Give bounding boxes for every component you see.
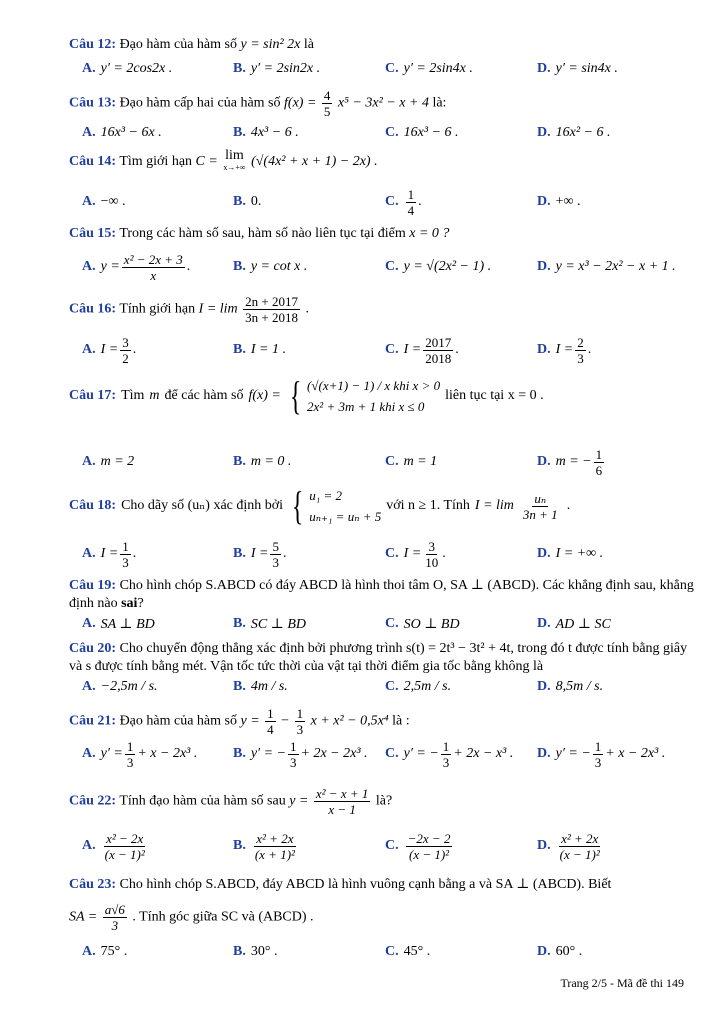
question-number: Câu 23: (69, 877, 117, 892)
question-text: Tính đạo hàm của hàm số sau (119, 793, 286, 809)
option-a[interactable]: A. 75° . (82, 944, 128, 959)
question-text: Cho hình chóp S.ABCD, đáy ABCD là hình vuông cạnh bằng a và SA ⊥ (ABCD). Biết (119, 877, 612, 892)
options-21 (82, 738, 702, 770)
question-math: f(x) = (284, 95, 317, 111)
options-15 (82, 251, 702, 283)
question-text: Tính giới hạn (119, 301, 196, 317)
option-d[interactable]: D. y′ = − $\frac{1}{3}$ + x − 2x³ . (537, 738, 666, 770)
question-number: Câu 19: (69, 578, 117, 593)
question-23 (69, 876, 694, 894)
question-15 (69, 225, 694, 243)
option-d[interactable]: D. 8,5m / s. (537, 679, 604, 694)
option-a[interactable]: A. I = $\frac{1}{3}$ . (82, 538, 137, 570)
option-b[interactable]: B. $\frac{\text{x² + 2x}}{\text{(x + 1)²}}$ (233, 830, 295, 862)
question-math: x⁵ − 3x² − x + 4 (337, 95, 429, 111)
option-d[interactable]: D. 60° . (537, 944, 583, 959)
option-c[interactable]: C. 45° . (385, 944, 431, 959)
question-number: Câu 15: (69, 226, 117, 241)
option-letter: B. (233, 61, 246, 76)
question-math: m (149, 388, 160, 403)
option-c[interactable]: C. 16x³ − 6 . (385, 125, 459, 140)
question-number: Câu 18: (69, 498, 117, 513)
question-text: Tìm giới hạn (119, 154, 193, 170)
question-21 (69, 706, 694, 737)
question-math: (√(4x² + x + 1) − 2x) . (251, 154, 378, 170)
question-math: f(x) = (248, 388, 281, 403)
question-tail: . (566, 498, 571, 513)
question-19 (69, 577, 694, 613)
option-a[interactable]: A. 16x³ − 6x . (82, 125, 162, 140)
question-math: I = lim (474, 498, 514, 513)
option-b[interactable]: B. I = 1 . (233, 342, 286, 357)
question-tail: với n ≥ 1. Tính (386, 498, 470, 513)
option-d[interactable]: D. +∞ . (537, 194, 581, 209)
piecewise-function: { (√(x+1) − 1) / x khi x > 0 2x² + 3m + 1 khi x ≤ 0 (289, 373, 441, 418)
question-23-line2 (69, 902, 694, 933)
option-c[interactable]: C. I = $\frac{2017}{2018}$ . (385, 334, 459, 366)
option-b[interactable]: B. 30° . (233, 944, 278, 959)
question-tail: liên tục tại x = 0 . (445, 388, 544, 403)
option-c[interactable]: C. $\frac{-2x - 2}{\text{(x − 1)²}}$ (385, 830, 451, 862)
question-math: I = lim (198, 301, 238, 317)
option-d[interactable]: D. I = +∞ . (537, 546, 604, 561)
option-c[interactable]: C. I = $\frac{3}{10}$ . (385, 538, 446, 570)
question-tail: . (305, 301, 309, 317)
option-b[interactable]: B. y = cot x . (233, 259, 308, 274)
question-tail: là : (392, 713, 410, 729)
question-number: Câu 22: (69, 793, 117, 809)
question-tail: ? (137, 596, 144, 611)
option-a[interactable] (82, 53, 172, 85)
option-a[interactable]: A. −2,5m / s. (82, 679, 158, 694)
question-17 (69, 373, 694, 418)
option-d[interactable] (537, 53, 618, 85)
question-text: Đạo hàm cấp hai của hàm số (119, 95, 281, 111)
question-12 (69, 36, 694, 54)
fraction: $\frac{4}{5}$ (323, 88, 331, 119)
question-20 (69, 640, 694, 676)
option-c[interactable]: C. y′ = − $\frac{1}{3}$ + 2x − x³ . (385, 738, 514, 770)
option-a[interactable]: A. SA ⊥ BD (82, 616, 155, 632)
options-20 (82, 676, 702, 698)
question-math: C = (195, 154, 218, 170)
option-d[interactable]: D. $\frac{\text{x² + 2x}}{\text{(x − 1)²}}$ (537, 830, 600, 862)
options-19 (82, 613, 702, 635)
question-text: để các hàm số (164, 388, 244, 403)
question-16 (69, 294, 694, 325)
fraction: $\frac{1}{3}$ (296, 706, 304, 737)
option-b[interactable]: B. 0. (233, 194, 262, 209)
question-14 (69, 150, 694, 174)
option-c[interactable]: C. y = √(2x² − 1) . (385, 259, 492, 274)
option-letter: D. (537, 61, 551, 76)
option-value: y′ = 2cos2x . (100, 61, 173, 76)
question-number: Câu 13: (69, 95, 117, 111)
option-value: y′ = sin4x . (555, 61, 618, 76)
option-b[interactable]: B. I = $\frac{5}{3}$ . (233, 538, 287, 570)
question-text: Cho chuyển động thẳng xác định bởi phương trình s(t) = 2t³ − 3t² + 4t, trong đó t được tính bằng giây và s được tính bằng mét. Vận tốc tức thời của vật tại thời điểm gia tốc bằng không là (69, 641, 688, 674)
option-b[interactable]: B. 4m / s. (233, 679, 288, 694)
option-d[interactable]: D. y = x³ − 2x² − x + 1 . (537, 259, 676, 274)
option-a[interactable]: A. I = $\frac{3}{2}$ . (82, 334, 137, 366)
option-a[interactable]: A. $\frac{\text{x² − 2x}}{\text{(x − 1)²}}$ (82, 830, 145, 862)
question-text: Tìm (121, 388, 145, 403)
options-18 (82, 538, 702, 570)
question-math: y = (289, 793, 309, 809)
options-12 (82, 53, 702, 85)
fraction: $\frac{2n + 2017}{3n + 2018}$ (245, 294, 298, 325)
fraction: $\frac{\text{uₙ}}{3n + 1}$ (522, 490, 558, 522)
operator: − (281, 713, 290, 729)
options-23 (82, 940, 702, 964)
question-math: y = (240, 713, 260, 729)
question-22 (69, 786, 694, 817)
limit-symbol: lim x→+∞ (223, 148, 246, 172)
question-18 (69, 483, 694, 528)
option-d[interactable]: D. m = − $\frac{1}{6}$ (537, 446, 603, 478)
question-number: Câu 21: (69, 713, 117, 729)
question-tail: là (303, 37, 315, 52)
question-text: Cho hình chóp S.ABCD có đáy ABCD là hình thoi tâm O, SA ⊥ (ABCD). Các khẳng định sau, khẳng định nào (69, 578, 694, 611)
option-a[interactable]: A. m = 2 (82, 454, 135, 469)
option-c[interactable] (385, 53, 473, 85)
option-b[interactable]: B. y′ = − $\frac{1}{3}$ + 2x − 2x³ . (233, 738, 368, 770)
option-b[interactable]: B. SC ⊥ BD (233, 616, 307, 632)
recurrence: { u₁ = 2 uₙ₊₁ = uₙ + 5 (291, 483, 382, 528)
question-number: Câu 17: (69, 388, 117, 403)
fraction: $\frac{a√6}{3}$ (104, 902, 125, 933)
fraction: $\frac{1}{4}$ (267, 706, 274, 737)
option-d[interactable]: D. 16x² − 6 . (537, 125, 611, 140)
option-a[interactable]: A. y′ = $\frac{1}{3}$ + x − 2x³ . (82, 738, 198, 770)
question-math: x + x² − 0,5x⁴ (310, 713, 389, 729)
question-text: Trong các hàm số sau, hàm số nào liên tục tại điểm (119, 226, 406, 241)
options-22 (82, 826, 702, 866)
question-number: Câu 20: (69, 641, 117, 656)
question-number: Câu 12: (69, 37, 117, 52)
options-14 (82, 186, 702, 218)
option-d[interactable]: D. AD ⊥ SC (537, 616, 611, 632)
options-16 (82, 334, 702, 366)
question-text: Đạo hàm của hàm số (119, 37, 237, 52)
options-17 (82, 446, 702, 478)
option-a[interactable]: A. y = $\frac{\text{x² − 2x + 3}}{x}$ . (82, 251, 191, 283)
question-math: SA = (69, 909, 98, 925)
option-letter: A. (82, 61, 96, 76)
option-a[interactable]: A. −∞ . (82, 194, 126, 209)
options-13 (82, 117, 702, 149)
option-value: y′ = 2sin4x . (403, 61, 473, 76)
question-tail: là: (432, 95, 447, 111)
question-13 (69, 88, 694, 119)
question-tail: là? (375, 793, 393, 809)
question-emphasis: sai (121, 596, 138, 611)
question-number: Câu 14: (69, 154, 117, 170)
option-d[interactable]: D. I = $\frac{2}{3}$ . (537, 334, 592, 366)
option-c[interactable]: C. SO ⊥ BD (385, 616, 460, 632)
option-value: y′ = 2sin2x . (250, 61, 321, 76)
question-text: Cho dãy số (uₙ) xác định bởi (121, 498, 284, 513)
fraction: $\frac{\text{x² − x + 1}}{x - 1}$ (315, 786, 369, 817)
option-b[interactable] (233, 53, 320, 85)
option-c[interactable]: C. m = 1 (385, 454, 438, 469)
option-c[interactable]: C. $\frac{1}{4}$ . (385, 186, 422, 218)
question-math: x = 0 ? (409, 226, 450, 241)
option-b[interactable]: B. m = 0 . (233, 454, 292, 469)
question-math: y = sin² 2x (240, 37, 301, 52)
option-c[interactable]: C. 2,5m / s. (385, 679, 452, 694)
question-number: Câu 16: (69, 301, 117, 317)
option-b[interactable]: B. 4x³ − 6 . (233, 125, 299, 140)
page-footer: Trang 2/5 - Mã đề thi 149 (560, 976, 684, 990)
question-text: Đạo hàm của hàm số (119, 713, 237, 729)
question-text: . Tính góc giữa SC và (ABCD) . (132, 909, 314, 925)
option-letter: C. (385, 61, 399, 76)
